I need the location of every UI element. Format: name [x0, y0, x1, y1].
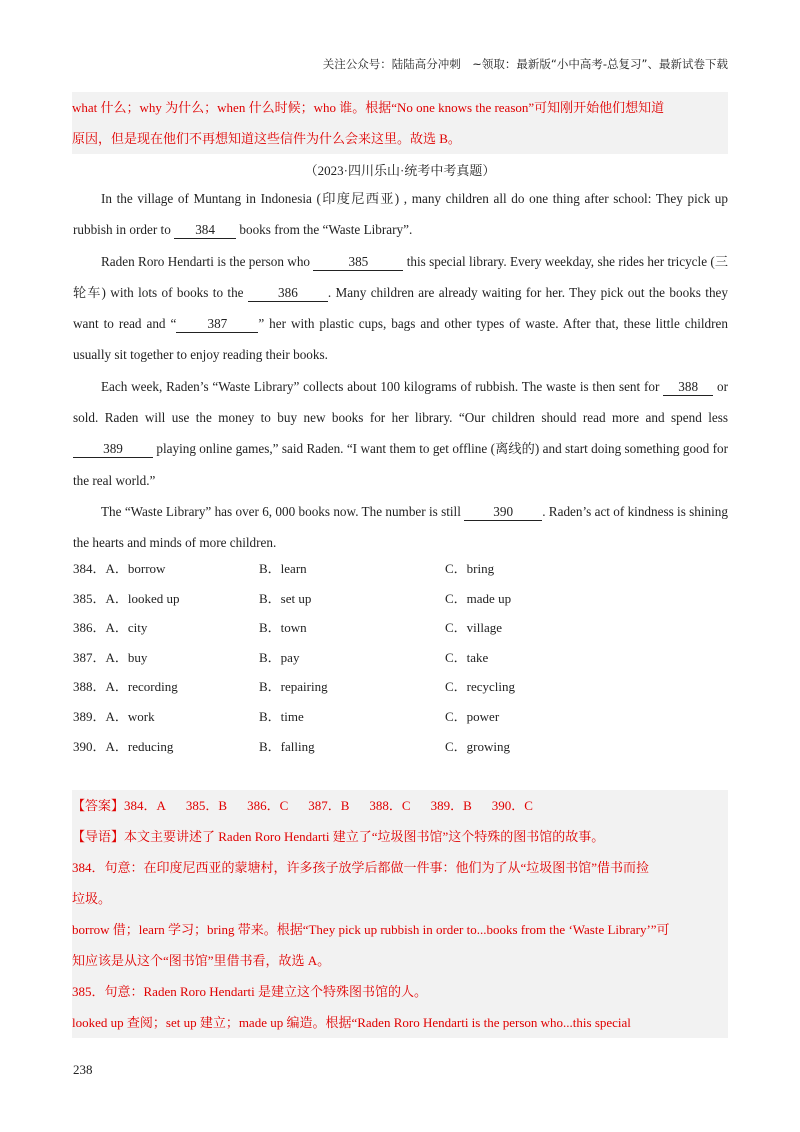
answer-explanation-block: [72, 790, 728, 1038]
blank-386: 386: [248, 284, 328, 302]
answer-item: 390．C: [491, 798, 533, 813]
answer-item: 386．C: [247, 798, 289, 813]
option-b: B．town: [259, 620, 307, 636]
option-b: B．pay: [259, 649, 300, 665]
option-c: C．power: [445, 708, 500, 724]
option-c: C．village: [445, 620, 503, 636]
answer-label: 【答案】: [72, 798, 125, 813]
explanation-line: looked up 查阅；set up 建立；made up 编造。根据“Raden Roro Hendarti is the person who...this special: [72, 1015, 631, 1030]
option-b: B．learn: [259, 561, 307, 576]
option-a: 390．A．reducing: [73, 738, 174, 754]
option-a: 388．A．recording: [73, 679, 178, 695]
question-row: [73, 700, 713, 730]
option-b: B．time: [259, 708, 304, 724]
reading-passage: [73, 183, 728, 559]
option-b: B．repairing: [259, 679, 328, 695]
option-c: C．made up: [445, 590, 512, 606]
option-c: C．take: [445, 649, 489, 665]
explanation-line: borrow 借；learn 学习；bring 带来。根据“They pick up rubbish in order to...books from the ‘Waste Library’”可: [72, 922, 670, 937]
explanation-line: 384．句意：在印度尼西亚的蒙塘村，许多孩子放学后都做一件事：他们为了从“垃圾图书馆”借书而捡: [72, 860, 650, 875]
paragraph-3: Each week, Raden’s “Waste Library” collects about 100 kilograms of rubbish. The waste is then sent for 388 or sold. Raden will use the money to buy new books for her library. “Our children should read more and spend less 389 playing online games,” said Raden. “I want them to get offline (离线的) and start doing something good for the real world.”: [73, 378, 728, 488]
paragraph-1: In the village of Muntang in Indonesia (印度尼西亚) , many children all do one thing after school: They pick up rubbish in order to 384 books from the “Waste Library”.: [73, 191, 728, 238]
top-explanation: [72, 92, 728, 154]
question-row: [73, 730, 713, 760]
blank-387: 387: [176, 315, 258, 333]
question-row: [73, 641, 713, 671]
option-a: 386．A．city: [73, 620, 148, 636]
question-row: [73, 552, 713, 582]
header-note: 关注公众号：陆陆高分冲刺 ~领取：最新版“小中高考-总复习”、最新试卷下载: [322, 57, 728, 71]
explanation-line: 知应该是从这个“图书馆”里借书看，故选 A。: [72, 953, 331, 968]
option-c: C．recycling: [445, 679, 516, 695]
answer-item: 384．A: [124, 798, 166, 813]
source-citation: （2023·四川乐山·统考中考真题）: [304, 163, 496, 178]
answer-key: [72, 790, 728, 821]
option-c: C．growing: [445, 738, 511, 754]
option-b: B．falling: [259, 738, 315, 754]
question-row: [73, 611, 713, 641]
answer-item: 388．C: [369, 798, 411, 813]
option-a: 385．A．looked up: [73, 590, 180, 606]
blank-389: 389: [73, 440, 153, 458]
question-row: [73, 670, 713, 700]
question-row: [73, 582, 713, 612]
blank-385: 385: [313, 253, 403, 271]
answer-item: 389．B: [430, 798, 472, 813]
blank-390: 390: [464, 503, 542, 521]
blank-388: 388: [663, 378, 713, 396]
explanation-line: 垃圾。: [72, 891, 112, 906]
explanation-line: 【导语】本文主要讲述了 Raden Roro Hendarti 建立了“垃圾图书馆”这个特殊的图书馆的故事。: [72, 829, 605, 844]
explanation-line: 385．句意：Raden Roro Hendarti 是建立这个特殊图书馆的人。: [72, 984, 427, 999]
option-b: B．set up: [259, 590, 312, 606]
answer-item: 385．B: [185, 798, 228, 813]
page-number: 238: [73, 1062, 93, 1077]
option-a: 384．A．borrow: [73, 561, 166, 576]
option-c: C．bring: [445, 561, 495, 576]
options-list: [73, 552, 713, 759]
blank-384: 384: [174, 221, 236, 239]
option-a: 387．A．buy: [73, 649, 148, 665]
answer-item: 387．B: [308, 798, 350, 813]
paragraph-4: The “Waste Library” has over 6, 000 books now. The number is still 390 . Raden’s act of kindness is shining the hearts and minds of more children.: [73, 503, 728, 551]
explanation-line: what 什么；why 为什么；when 什么时候；who 谁。根据“No one knows the reason”可知刚开始他们想知道: [72, 100, 665, 115]
paragraph-2: Raden Roro Hendarti is the person who 385 this special library. Every weekday, she rides her tricycle (三轮车) with lots of books to the 386 . Many children are already waiting for her. They pick out the books they want to read and “ 387 ” her with plastic cups, bags and other types of waste. After that, these little children usually sit together to enjoy reading their books.: [73, 253, 729, 363]
explanation-line: 原因，但是现在他们不再想知道这些信件为什么会来这里。故选 B。: [72, 131, 461, 146]
option-a: 389．A．work: [73, 708, 155, 724]
